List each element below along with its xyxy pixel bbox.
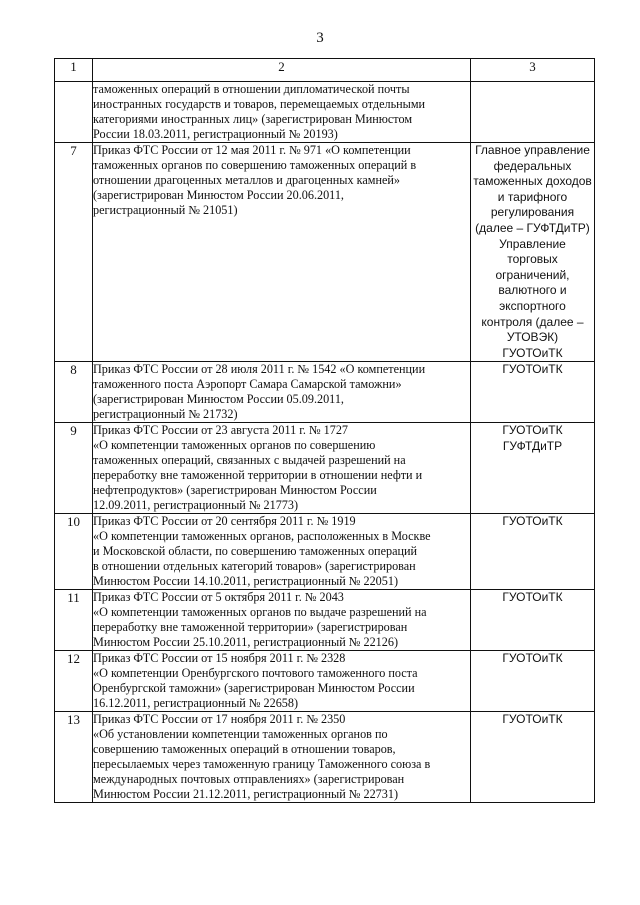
table-row xyxy=(55,514,595,590)
row-number: 12 xyxy=(55,651,93,712)
document-description xyxy=(93,651,471,712)
description-line: Минюстом России 14.10.2011, регистрационный № 22051) xyxy=(93,574,399,589)
description-line: регистрационный № 21732) xyxy=(93,407,238,422)
table-row xyxy=(55,82,595,143)
table-row xyxy=(55,362,595,423)
description-line: и Московской области, по совершению таможенных операций xyxy=(93,544,418,559)
document-description xyxy=(93,143,471,362)
description-line: 16.12.2011, регистрационный № 22658) xyxy=(93,696,299,711)
responsible-line: Управление xyxy=(499,236,566,251)
responsible-unit xyxy=(471,362,595,423)
description-line: «О компетенции таможенных органов по выдаче разрешений на xyxy=(93,605,427,620)
document-description xyxy=(93,423,471,514)
responsible-line: ГУФТДиТР xyxy=(502,438,563,453)
table-row xyxy=(55,712,595,803)
description-line: «О компетенции таможенных органов, расположенных в Москве xyxy=(93,529,431,544)
responsible-unit xyxy=(471,82,595,143)
responsible-line: ГУОТОиТК xyxy=(502,712,563,727)
row-number: 10 xyxy=(55,514,93,590)
table-row xyxy=(55,143,595,362)
row-number xyxy=(55,82,93,143)
row-number: 9 xyxy=(55,423,93,514)
responsible-unit xyxy=(471,143,595,362)
responsible-line: Главное управление xyxy=(475,143,590,157)
responsible-line: ГУОТОиТК xyxy=(502,590,563,605)
responsible-unit xyxy=(471,651,595,712)
row-number: 11 xyxy=(55,590,93,651)
responsible-line: и тарифного xyxy=(497,189,568,204)
description-line: Приказ ФТС России от 5 октября 2011 г. № 2043 xyxy=(93,590,344,605)
responsible-line: торговых xyxy=(507,252,558,267)
responsible-line: регулирования xyxy=(490,205,575,220)
orders-table xyxy=(54,58,595,803)
description-line: нефтепродуктов» (зарегистрирован Минюстом России xyxy=(93,483,377,498)
table-row xyxy=(55,423,595,514)
row-number: 13 xyxy=(55,712,93,803)
description-line: «О компетенции таможенных органов по совершению xyxy=(93,438,376,453)
description-line: России 18.03.2011, регистрационный № 20193) xyxy=(93,127,338,141)
responsible-line: ГУОТОиТК xyxy=(502,514,563,529)
description-line: категориями иностранных лиц» (зарегистрирован Минюстом xyxy=(93,112,413,126)
header-cell-document: 2 xyxy=(93,59,471,82)
table-row xyxy=(55,590,595,651)
description-line: регистрационный № 21051) xyxy=(93,203,238,217)
page-number: 3 xyxy=(316,30,324,46)
description-line: пересылаемых через таможенную границу Таможенного союза в xyxy=(93,757,431,772)
description-line: таможенных операций, связанных с выдачей разрешений на xyxy=(93,453,406,468)
row-number: 8 xyxy=(55,362,93,423)
description-line: переработку вне таможенной территории» (зарегистрирован xyxy=(93,620,408,635)
description-line: в отношении отдельных категорий товаров» (зарегистрирован xyxy=(93,559,416,574)
responsible-line: ГУОТОиТК xyxy=(502,362,563,377)
description-line: Минюстом России 21.12.2011, регистрационный № 22731) xyxy=(93,787,399,802)
description-line: иностранных государств и товаров, перемещаемых отдельными xyxy=(93,97,426,111)
responsible-line: ограничений, xyxy=(495,267,570,282)
responsible-unit xyxy=(471,590,595,651)
responsible-unit xyxy=(471,712,595,803)
description-line: таможенного поста Аэропорт Самара Самарской таможни» xyxy=(93,377,402,392)
responsible-line: ГУОТОиТК xyxy=(502,651,563,666)
row-number: 7 xyxy=(55,143,93,362)
description-line: таможенных органов по совершению таможенных операций в xyxy=(93,158,417,172)
responsible-unit xyxy=(471,423,595,514)
description-line: (зарегистрирован Минюстом России 20.06.2011, xyxy=(93,188,344,202)
description-line: международных почтовых отправлениях» (зарегистрирован xyxy=(93,772,405,787)
description-line: отношении драгоценных металлов и драгоценных камней» xyxy=(93,173,401,187)
document-description xyxy=(93,514,471,590)
responsible-line: федеральных xyxy=(493,158,572,173)
description-line: «О компетенции Оренбургского почтового таможенного поста xyxy=(93,666,418,681)
description-line: Приказ ФТС России от 20 сентября 2011 г. № 1919 xyxy=(93,514,356,529)
responsible-line: ГУОТОиТК xyxy=(502,345,563,360)
header-cell-responsible: 3 xyxy=(471,59,595,82)
document-description xyxy=(93,362,471,423)
responsible-unit xyxy=(471,514,595,590)
description-line: совершению таможенных операций в отношении товаров, xyxy=(93,742,396,757)
responsible-line: экспортного xyxy=(499,298,566,313)
description-line: Приказ ФТС России от 17 ноября 2011 г. № 2350 xyxy=(93,712,346,727)
document-description xyxy=(93,590,471,651)
table-row xyxy=(55,651,595,712)
description-line: 12.09.2011, регистрационный № 21773) xyxy=(93,498,299,513)
description-line: (зарегистрирован Минюстом России 05.09.2011, xyxy=(93,392,344,407)
responsible-line: ГУОТОиТК xyxy=(502,423,563,438)
header-cell-number: 1 xyxy=(55,59,93,82)
description-line: Оренбургской таможни» (зарегистрирован Минюстом России xyxy=(93,681,415,696)
document-description xyxy=(93,712,471,803)
responsible-line: УТОВЭК) xyxy=(506,330,559,345)
description-line: Приказ ФТС России от 28 июля 2011 г. № 1542 «О компетенции xyxy=(93,362,426,377)
responsible-line: валютного и xyxy=(498,283,567,298)
description-line: Минюстом России 25.10.2011, регистрационный № 22126) xyxy=(93,635,399,650)
document-description xyxy=(93,82,471,143)
description-line: Приказ ФТС России от 23 августа 2011 г. № 1727 xyxy=(93,423,349,438)
description-line: Приказ ФТС России от 12 мая 2011 г. № 971 «О компетенции xyxy=(93,143,411,157)
description-line: «Об установлении компетенции таможенных органов по xyxy=(93,727,388,742)
responsible-line: контроля (далее – xyxy=(481,314,584,329)
description-line: таможенных операций в отношении дипломатической почты xyxy=(93,82,410,96)
table-header-row xyxy=(55,59,595,82)
description-line: переработку вне таможенной территории в отношении нефти и xyxy=(93,468,423,483)
description-line: Приказ ФТС России от 15 ноября 2011 г. № 2328 xyxy=(93,651,346,666)
responsible-line: (далее – ГУФТДиТР) xyxy=(475,220,590,235)
responsible-line: таможенных доходов xyxy=(473,174,592,189)
